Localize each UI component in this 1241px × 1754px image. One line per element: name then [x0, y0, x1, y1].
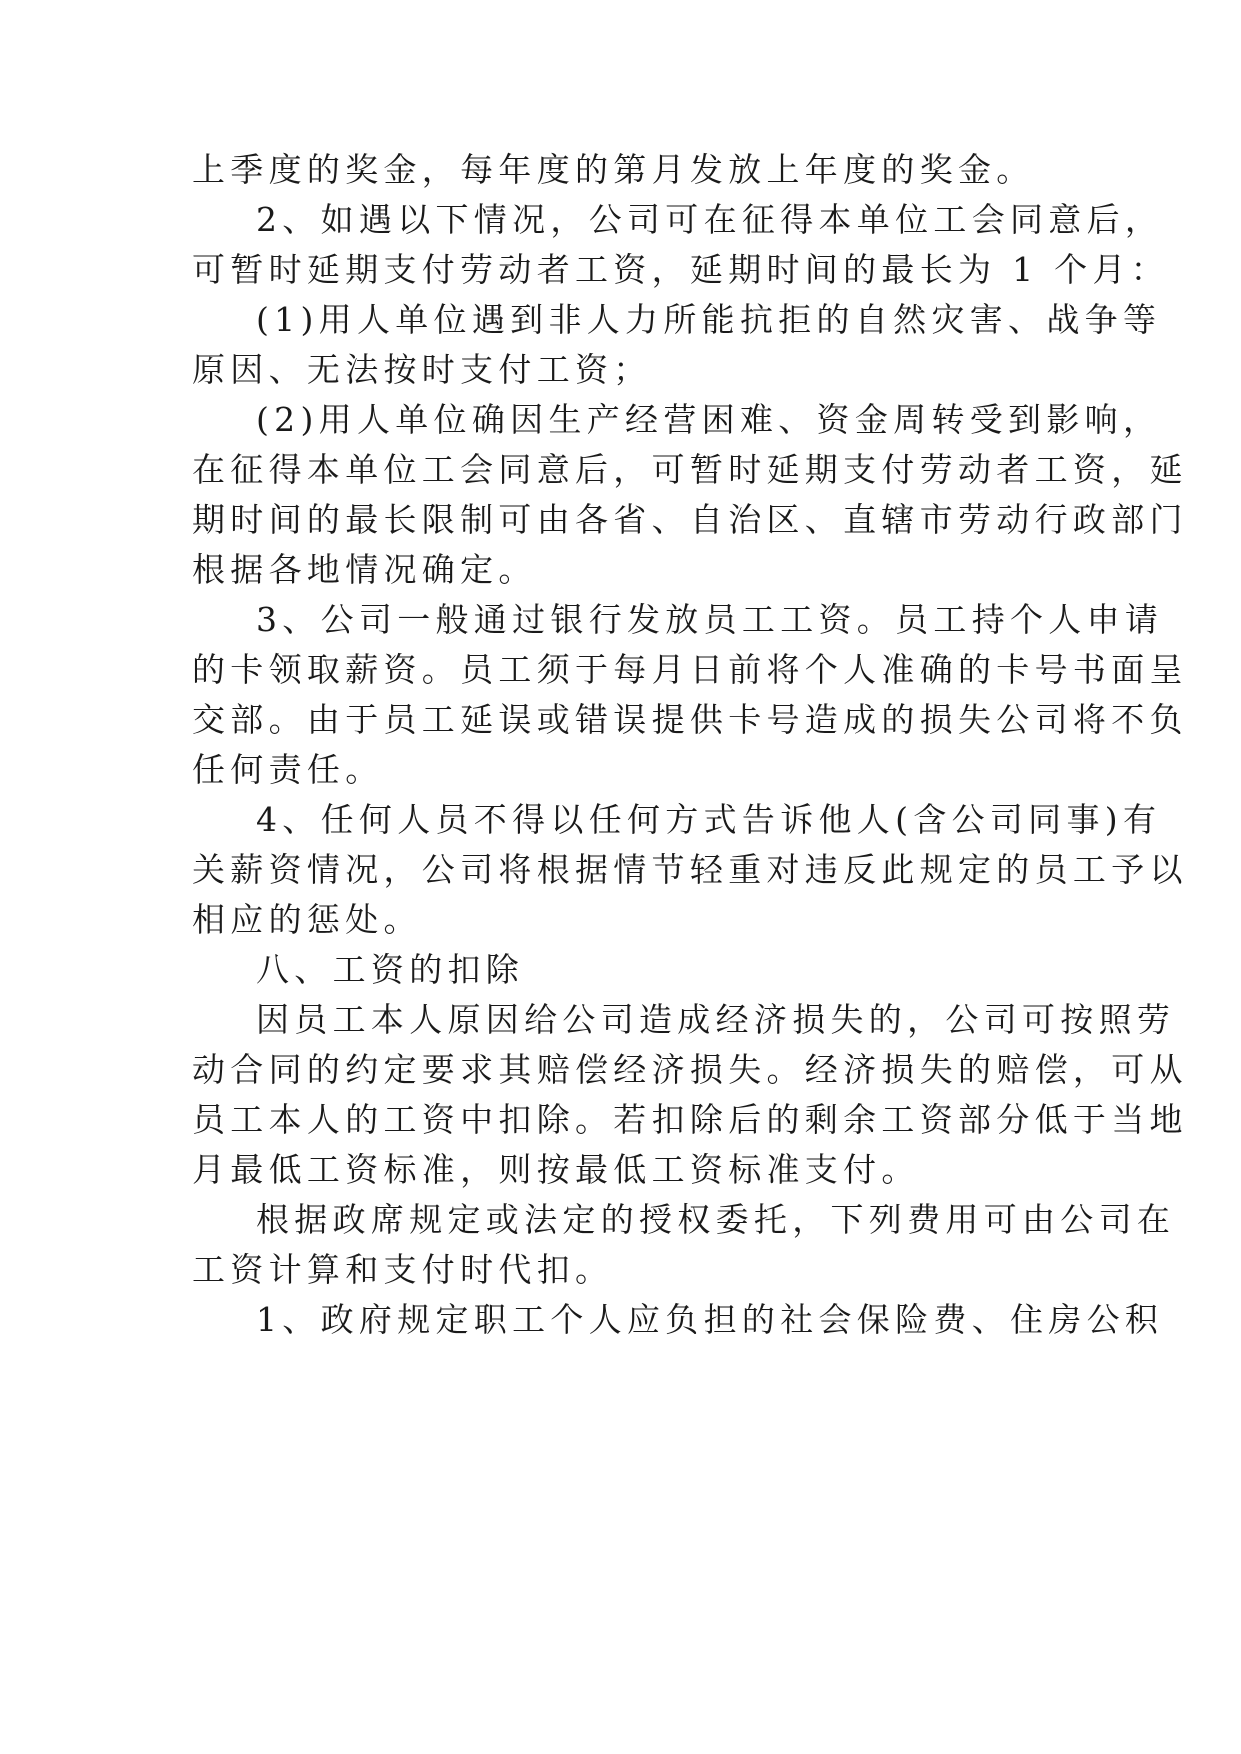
text-line: 1、政府规定职工个人应负担的社会保险费、住房公积 [256, 1300, 1164, 1339]
text-line: 期时间的最长限制可由各省、自治区、直辖市劳动行政部门 [192, 500, 1188, 539]
text-line: 员工本人的工资中扣除。若扣除后的剩余工资部分低于当地 [192, 1100, 1188, 1139]
text-line: 原因、无法按时支付工资； [192, 350, 652, 389]
text-line: 2、如遇以下情况，公司可在征得本单位工会同意后， [256, 200, 1164, 239]
text-line: (2)用人单位确因生产经营困难、资金周转受到影响， [256, 400, 1162, 439]
text-line: 相应的惩处。 [192, 900, 422, 939]
text-line: 可暂时延期支付劳动者工资，延期时间的最长为 1 个月： [192, 250, 1170, 289]
text-line: 3、公司一般通过银行发放员工工资。员工持个人申请 [256, 600, 1164, 639]
text-line: 上季度的奖金，每年度的第月发放上年度的奖金。 [192, 150, 1035, 189]
text-line: 动合同的约定要求其赔偿经济损失。经济损失的赔偿，可从 [192, 1050, 1188, 1089]
text-line: 工资计算和支付时代扣。 [192, 1250, 614, 1289]
text-line: 在征得本单位工会同意后，可暂时延期支付劳动者工资，延 [192, 450, 1188, 489]
text-line: 根据各地情况确定。 [192, 550, 537, 589]
text-line: 交部。由于员工延误或错误提供卡号造成的损失公司将不负 [192, 700, 1188, 739]
text-line: 因员工本人原因给公司造成经济损失的，公司可按照劳 [256, 1000, 1176, 1039]
text-line: 的卡领取薪资。员工须于每月日前将个人准确的卡号书面呈 [192, 650, 1188, 689]
text-line: 4、任何人员不得以任何方式告诉他人(含公司同事)有 [256, 800, 1162, 839]
text-line: (1)用人单位遇到非人力所能抗拒的自然灾害、战争等 [256, 300, 1162, 339]
text-line: 月最低工资标准，则按最低工资标准支付。 [192, 1150, 920, 1189]
text-line: 根据政席规定或法定的授权委托，下列费用可由公司在 [256, 1200, 1176, 1239]
section-heading: 八、工资的扣除 [256, 950, 525, 989]
text-line: 关薪资情况，公司将根据情节轻重对违反此规定的员工予以 [192, 850, 1188, 889]
text-line: 任何责任。 [192, 750, 384, 789]
